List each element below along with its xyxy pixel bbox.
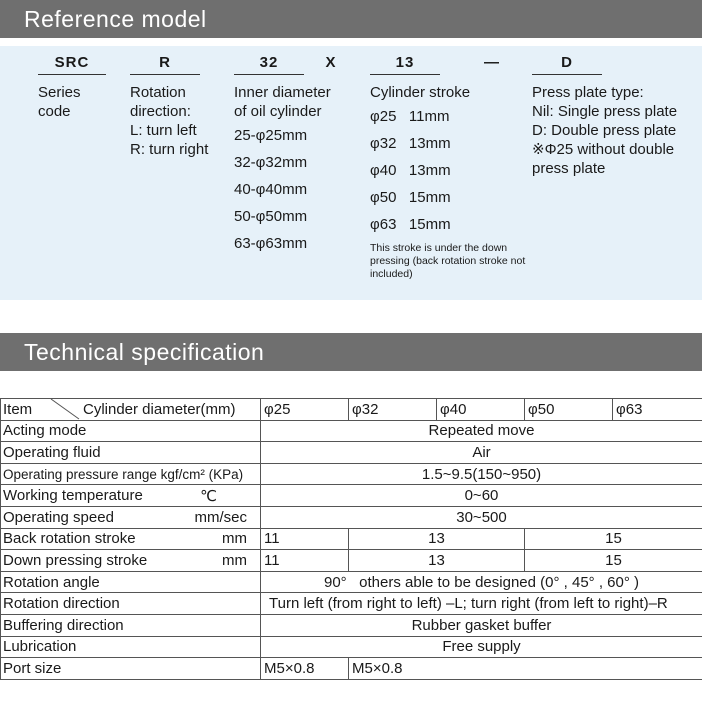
row-value: 13 bbox=[349, 550, 525, 572]
diagonal-divider bbox=[45, 399, 81, 421]
table-row bbox=[1, 636, 702, 658]
table-row bbox=[1, 658, 702, 680]
row-label: Working temperature ℃ bbox=[1, 485, 261, 507]
table-row bbox=[1, 506, 702, 528]
row-label: Rotation angle bbox=[1, 571, 261, 593]
reference-model-heading: Reference model bbox=[0, 0, 702, 38]
spec-table bbox=[0, 398, 702, 680]
row-value: 11 bbox=[261, 528, 349, 550]
row-label: Operating speed mm/sec bbox=[1, 506, 261, 528]
table-row bbox=[1, 442, 702, 464]
table-row bbox=[1, 571, 702, 593]
rotation-direction-column bbox=[130, 52, 209, 159]
diameter-options: 25-φ25mm 32-φ32mm 40-φ40mm 50-φ50mm 63-φ63mm bbox=[234, 127, 308, 252]
row-unit: mm/sec bbox=[194, 508, 247, 526]
diameter-desc: Inner diameter of oil cylinder bbox=[234, 84, 331, 120]
row-label: Down pressing stroke mm bbox=[1, 550, 261, 572]
row-value: 90° others able to be designed (0° , 45° , 60° ) bbox=[261, 571, 702, 593]
row-value: M5×0.8 bbox=[261, 658, 349, 680]
table-row bbox=[1, 420, 702, 442]
rotation-desc: Rotation direction: L: turn left R: turn right bbox=[130, 84, 209, 158]
row-value: Repeated move bbox=[261, 420, 702, 442]
row-value: 13 bbox=[349, 528, 525, 550]
stroke-note: This stroke is under the down pressing (back rotation stroke not included) bbox=[370, 242, 526, 280]
row-label: Acting mode bbox=[1, 420, 261, 442]
separator-dash: — bbox=[484, 54, 500, 71]
table-row bbox=[1, 614, 702, 636]
table-row bbox=[1, 485, 702, 507]
table-row bbox=[1, 528, 702, 550]
row-label: Operating fluid bbox=[1, 442, 261, 464]
press-plate-code: D bbox=[532, 52, 602, 75]
row-value: Rubber gasket buffer bbox=[261, 614, 702, 636]
row-value: 15 bbox=[525, 550, 702, 572]
inner-diameter-column bbox=[234, 52, 331, 257]
rotation-code: R bbox=[130, 52, 200, 75]
row-label: Rotation direction bbox=[1, 593, 261, 615]
row-value: M5×0.8 bbox=[349, 658, 702, 680]
series-code-column bbox=[38, 52, 106, 121]
row-value: 15 bbox=[525, 528, 702, 550]
row-label: Lubrication bbox=[1, 636, 261, 658]
row-value: Turn left (from right to left) –L; turn right (from left to right)–R bbox=[261, 593, 702, 615]
row-unit: ℃ bbox=[200, 487, 217, 505]
header-diameter: φ32 bbox=[349, 399, 437, 421]
row-label: Operating pressure range kgf/cm² (KPa) bbox=[1, 463, 261, 485]
row-value: 11 bbox=[261, 550, 349, 572]
row-value: Air bbox=[261, 442, 702, 464]
stroke-code: 13 bbox=[370, 52, 440, 75]
press-plate-column bbox=[532, 52, 678, 178]
row-value: Free supply bbox=[261, 636, 702, 658]
row-label: Port size bbox=[1, 658, 261, 680]
row-label: Back rotation stroke mm bbox=[1, 528, 261, 550]
stroke-options: φ25 11mm φ32 13mm φ40 13mm φ50 15mm φ63 15mm bbox=[370, 108, 451, 233]
row-value: 30~500 bbox=[261, 506, 702, 528]
row-value: 0~60 bbox=[261, 485, 702, 507]
table-row bbox=[1, 550, 702, 572]
table-header-row bbox=[1, 399, 702, 421]
diameter-code: 32 bbox=[234, 52, 304, 75]
reference-model-panel bbox=[0, 46, 702, 300]
header-diameter: φ40 bbox=[437, 399, 525, 421]
press-plate-desc: Press plate type: Nil: Single press plate D: Double press plate ※Φ25 without double press plate bbox=[532, 84, 678, 177]
series-code: SRC bbox=[38, 52, 106, 75]
technical-spec-heading: Technical specification bbox=[0, 333, 702, 371]
row-unit: mm bbox=[222, 551, 247, 569]
header-diameter: φ50 bbox=[525, 399, 613, 421]
stroke-desc: Cylinder stroke bbox=[370, 84, 471, 101]
header-diameter: φ25 bbox=[261, 399, 349, 421]
cylinder-stroke-column bbox=[370, 52, 526, 281]
separator-x: X bbox=[325, 54, 337, 71]
table-row bbox=[1, 463, 702, 485]
table-row bbox=[1, 593, 702, 615]
row-unit: mm bbox=[222, 530, 247, 548]
header-item-cell: Item Cylinder diameter(mm) bbox=[1, 399, 261, 421]
row-label: Buffering direction bbox=[1, 614, 261, 636]
series-code-desc: Series code bbox=[38, 84, 81, 120]
header-diameter: φ63 bbox=[613, 399, 702, 421]
row-value: 1.5~9.5(150~950) bbox=[261, 463, 702, 485]
